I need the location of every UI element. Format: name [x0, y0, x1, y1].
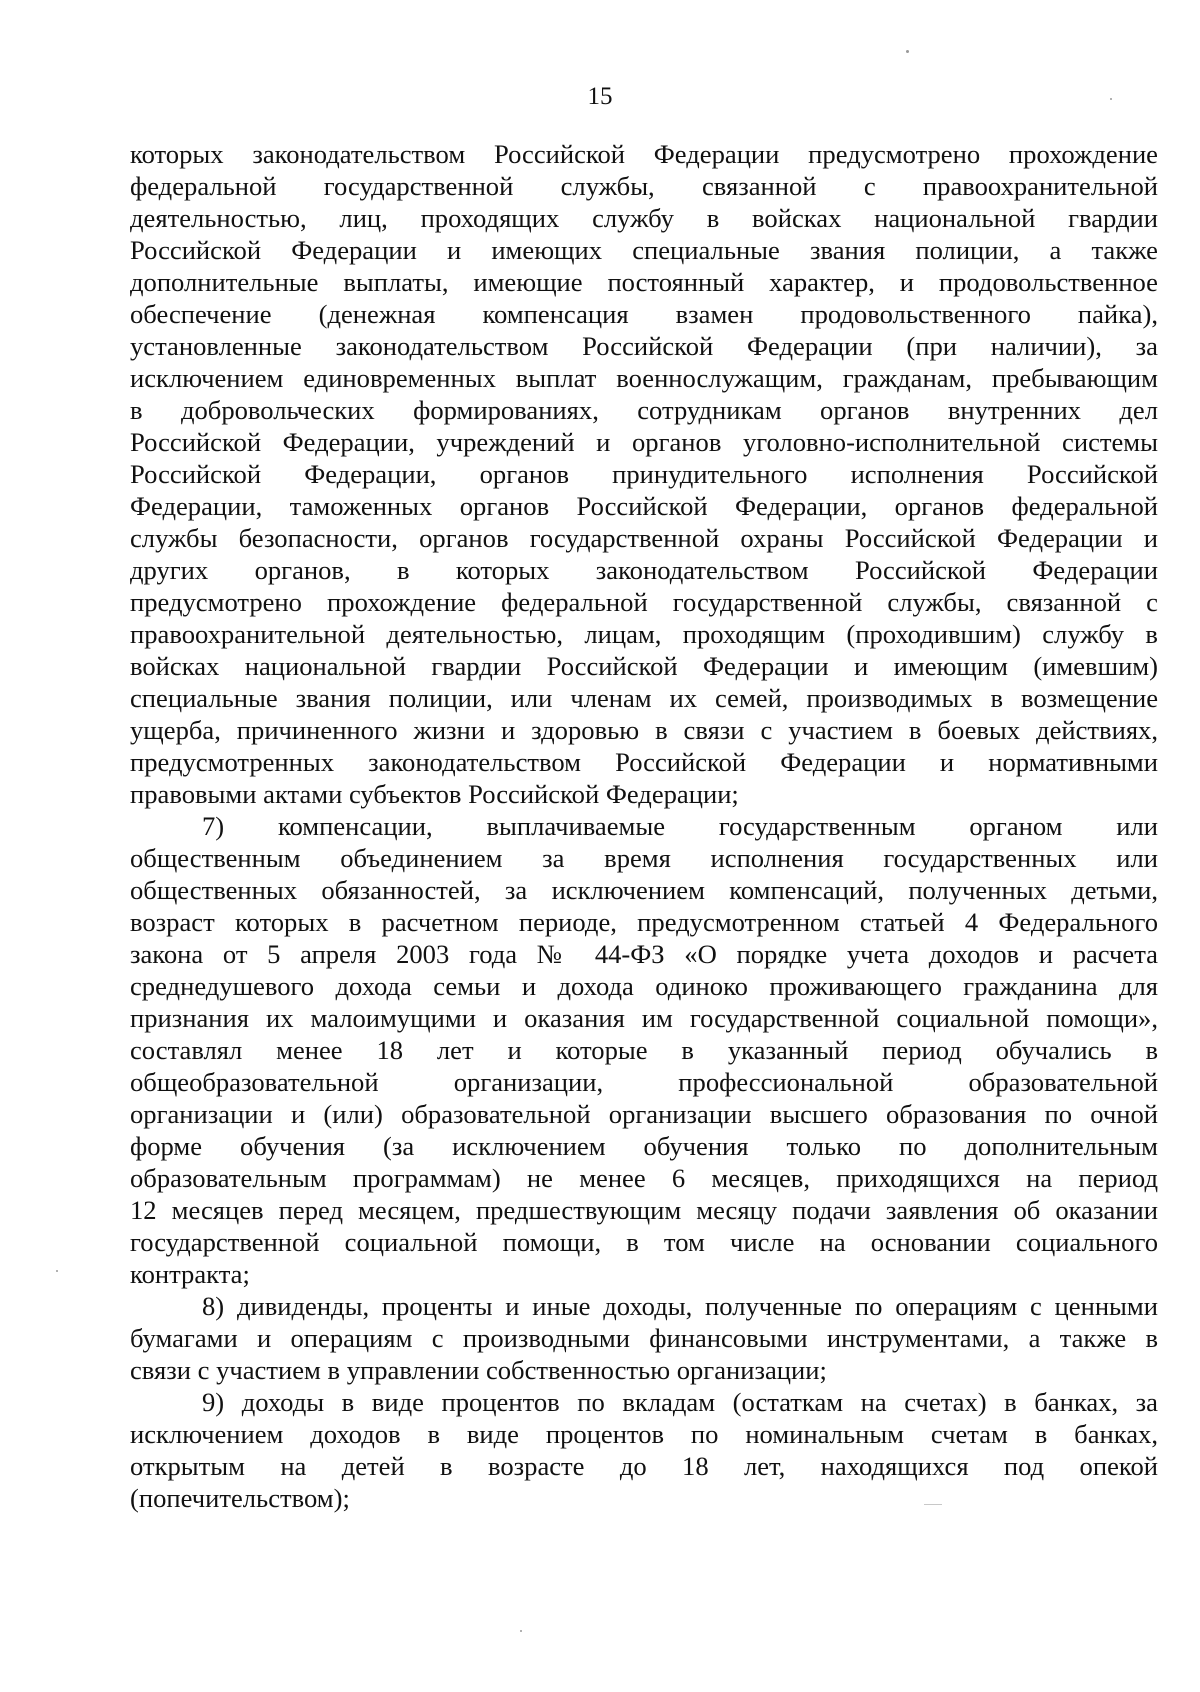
text-line: установленные законодательством Российской Федерации (при наличии), за	[130, 331, 1158, 361]
text-line: общественных обязанностей, за исключением компенсаций, полученных детьми,	[130, 875, 1158, 905]
scan-speck	[906, 50, 909, 53]
text-line: предусмотренных законодательством Российской Федерации и нормативными	[130, 747, 1158, 777]
text-line: признания их малоимущими и оказания им государственной социальной помощи»,	[130, 1003, 1158, 1033]
text-line: 9) доходы в виде процентов по вкладам (остаткам на счетах) в банках, за	[202, 1387, 1158, 1417]
text-line: которых законодательством Российской Федерации предусмотрено прохождение	[130, 139, 1158, 169]
text-line: ущерба, причиненного жизни и здоровью в связи с участием в боевых действиях,	[130, 715, 1158, 745]
text-line: Российской Федерации и имеющих специальные звания полиции, а также	[130, 235, 1158, 265]
text-line: контракта;	[130, 1259, 250, 1289]
body-text	[130, 138, 1158, 1514]
text-line: среднедушевого дохода семьи и дохода одиноко проживающего гражданина для	[130, 971, 1158, 1001]
text-line: Российской Федерации, органов принудительного исполнения Российской	[130, 459, 1158, 489]
text-line: дополнительные выплаты, имеющие постоянный характер, и продовольственное	[130, 267, 1158, 297]
text-line: бумагами и операциям с производными финансовыми инструментами, а также в	[130, 1323, 1158, 1353]
scan-speck	[924, 1504, 942, 1505]
text-line: общеобразовательной организации, профессиональной образовательной	[130, 1067, 1158, 1097]
text-line: связи с участием в управлении собственностью организации;	[130, 1355, 827, 1385]
page-number: 15	[587, 83, 613, 110]
text-line: образовательным программам) не менее 6 месяцев, приходящихся на период	[130, 1163, 1158, 1193]
text-line: деятельностью, лиц, проходящих службу в войсках национальной гвардии	[130, 203, 1158, 233]
text-line: предусмотрено прохождение федеральной государственной службы, связанной с	[130, 587, 1158, 617]
text-line: исключением единовременных выплат военнослужащим, гражданам, пребывающим	[130, 363, 1158, 393]
text-line: 7) компенсации, выплачиваемые государственным органом или	[202, 811, 1158, 841]
text-line: обеспечение (денежная компенсация взамен продовольственного пайка),	[130, 299, 1158, 329]
scan-speck	[1110, 98, 1112, 100]
text-line: правовыми актами субъектов Российской Федерации;	[130, 779, 739, 809]
text-line: федеральной государственной службы, связанной с правоохранительной	[130, 171, 1158, 201]
text-line: Федерации, таможенных органов Российской Федерации, органов федеральной	[130, 491, 1158, 521]
text-line: 8) дивиденды, проценты и иные доходы, полученные по операциям с ценными	[202, 1291, 1158, 1321]
scan-speck	[56, 1270, 58, 1272]
scan-speck	[520, 1630, 522, 1632]
text-line: общественным объединением за время исполнения государственных или	[130, 843, 1158, 873]
text-line: войсках национальной гвардии Российской Федерации и имеющим (имевшим)	[130, 651, 1158, 681]
text-line: специальные звания полиции, или членам их семей, производимых в возмещение	[130, 683, 1158, 713]
text-line: закона от 5 апреля 2003 года № 44-ФЗ «О порядке учета доходов и расчета	[130, 939, 1158, 969]
text-line: организации и (или) образовательной организации высшего образования по очной	[130, 1099, 1158, 1129]
text-line: государственной социальной помощи, в том числе на основании социального	[130, 1227, 1158, 1257]
text-line: других органов, в которых законодательством Российской Федерации	[130, 555, 1158, 585]
text-line: (попечительством);	[130, 1483, 350, 1513]
text-line: возраст которых в расчетном периоде, предусмотренном статьей 4 Федерального	[130, 907, 1158, 937]
text-line: правоохранительной деятельностью, лицам, проходящим (проходившим) службу в	[130, 619, 1158, 649]
text-line: форме обучения (за исключением обучения только по дополнительным	[130, 1131, 1158, 1161]
text-line: исключением доходов в виде процентов по номинальным счетам в банках,	[130, 1419, 1158, 1449]
text-line: открытым на детей в возрасте до 18 лет, находящихся под опекой	[130, 1451, 1158, 1481]
text-line: составлял менее 18 лет и которые в указанный период обучались в	[130, 1035, 1158, 1065]
text-line: в добровольческих формированиях, сотрудникам органов внутренних дел	[130, 395, 1158, 425]
text-line: службы безопасности, органов государственной охраны Российской Федерации и	[130, 523, 1158, 553]
text-line: Российской Федерации, учреждений и органов уголовно-исполнительной системы	[130, 427, 1158, 457]
text-line: 12 месяцев перед месяцем, предшествующим месяцу подачи заявления об оказании	[130, 1195, 1158, 1225]
